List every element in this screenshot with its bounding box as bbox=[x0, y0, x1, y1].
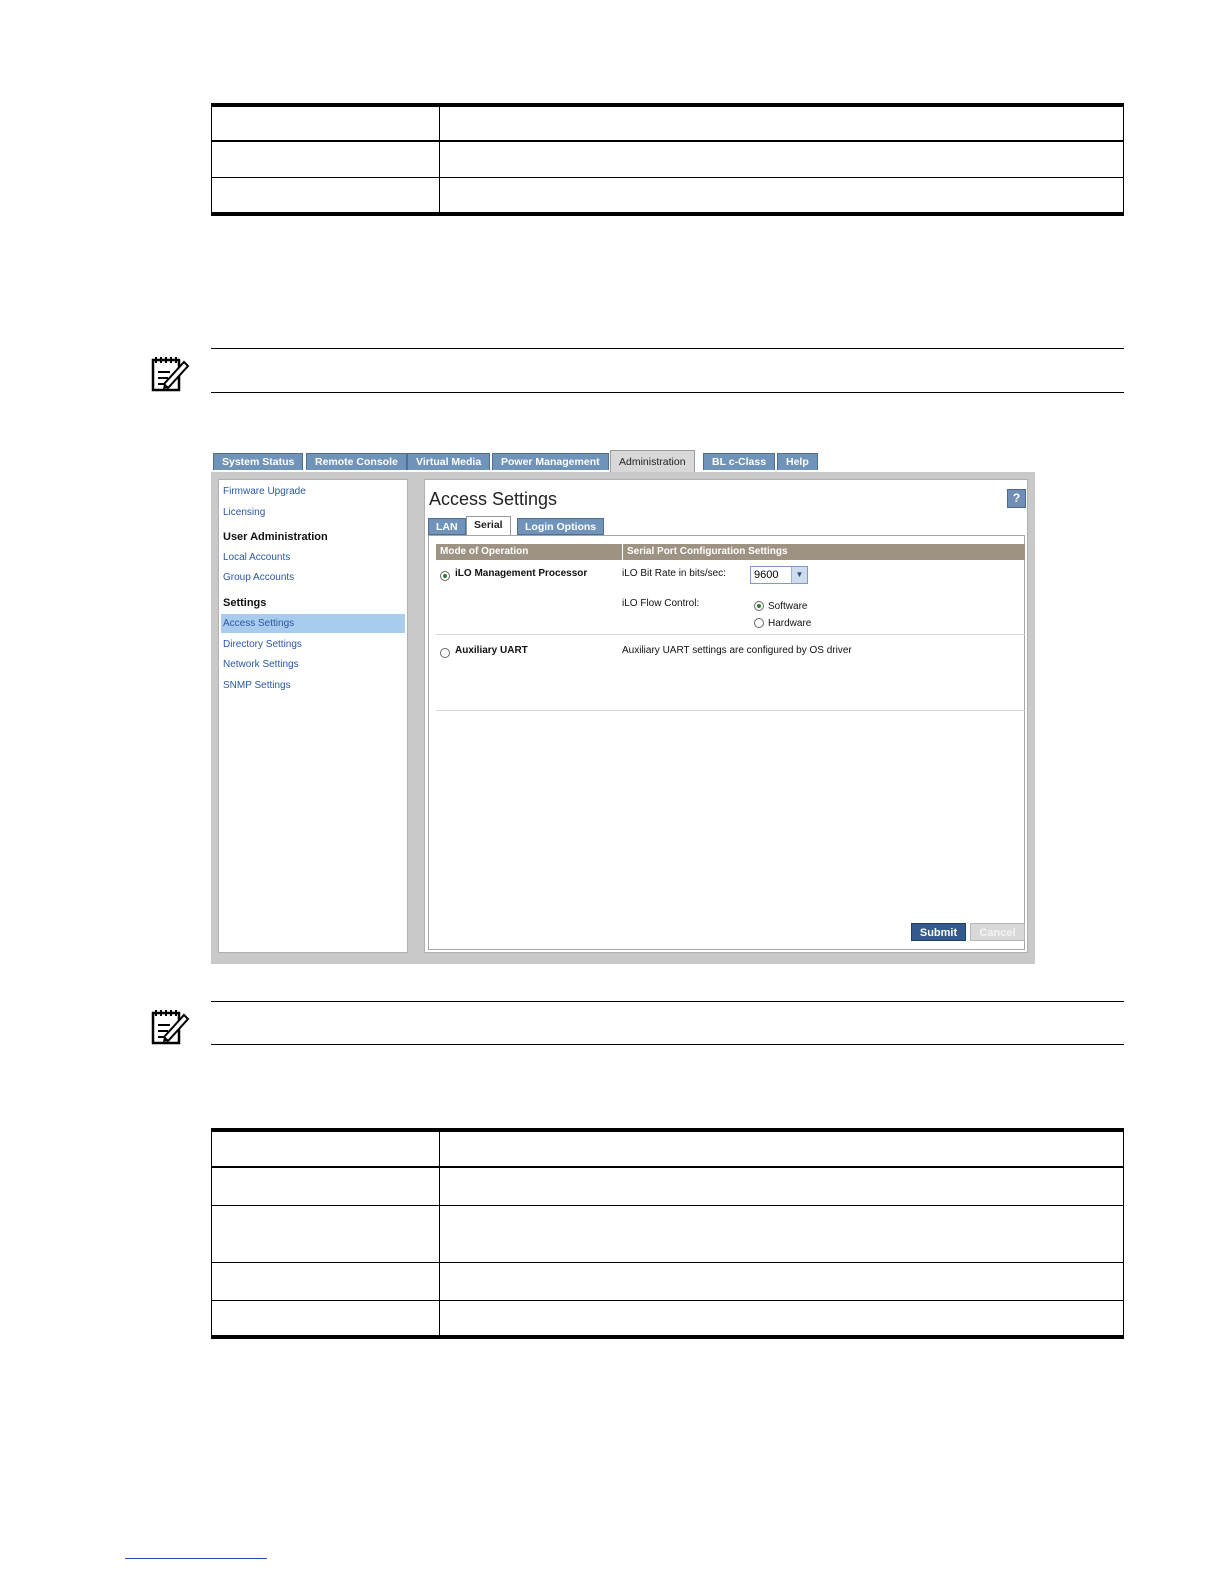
bottom-table bbox=[211, 1128, 1124, 1339]
nav-access-settings[interactable]: Access Settings bbox=[223, 618, 295, 629]
help-icon[interactable]: ? bbox=[1007, 489, 1026, 508]
page-title: Access Settings bbox=[429, 489, 558, 509]
flow-control-label: iLO Flow Control: bbox=[622, 598, 700, 609]
note-rule-bottom bbox=[211, 392, 1124, 393]
bit-rate-select[interactable] bbox=[750, 566, 808, 584]
tab-help[interactable]: Help bbox=[777, 453, 818, 470]
nav-directory-settings[interactable]: Directory Settings bbox=[223, 639, 302, 650]
submit-button[interactable]: Submit bbox=[911, 923, 966, 941]
nav-network-settings[interactable]: Network Settings bbox=[223, 659, 299, 670]
note-rule-top bbox=[211, 1001, 1124, 1002]
column-header-mode: Mode of Operation bbox=[436, 544, 622, 560]
subtab-login-options[interactable]: Login Options bbox=[517, 518, 604, 535]
aux-uart-note: Auxiliary UART settings are configured by OS driver bbox=[622, 645, 852, 656]
chevron-down-icon: ▼ bbox=[791, 567, 807, 583]
nav-licensing[interactable]: Licensing bbox=[223, 507, 266, 518]
ilo-screenshot bbox=[211, 450, 1035, 964]
column-header-config: Serial Port Configuration Settings bbox=[622, 544, 1025, 560]
tab-bl-c-class[interactable]: BL c-Class bbox=[703, 453, 775, 470]
flow-software-radio[interactable] bbox=[754, 601, 764, 611]
bit-rate-value: 9600 bbox=[754, 569, 779, 581]
nav-group-accounts[interactable]: Group Accounts bbox=[223, 572, 295, 583]
footer-link-underline[interactable] bbox=[125, 1558, 267, 1559]
note-rule-top bbox=[211, 348, 1124, 349]
subtab-serial[interactable]: Serial bbox=[466, 516, 511, 535]
flow-hardware-label: Hardware bbox=[768, 618, 812, 629]
tab-virtual-media[interactable]: Virtual Media bbox=[407, 453, 490, 470]
flow-hardware-radio[interactable] bbox=[754, 618, 764, 628]
subtab-lan[interactable]: LAN bbox=[428, 518, 466, 535]
note-rule-bottom bbox=[211, 1044, 1124, 1045]
nav-heading-user-administration: User Administration bbox=[223, 531, 328, 543]
ilo-mp-label: iLO Management Processor bbox=[455, 568, 588, 579]
note-icon bbox=[150, 1007, 190, 1047]
sidebar bbox=[218, 479, 408, 953]
flow-software-label: Software bbox=[768, 601, 808, 612]
ilo-mp-radio[interactable] bbox=[440, 571, 450, 581]
aux-uart-label: Auxiliary UART bbox=[455, 645, 528, 656]
top-table bbox=[211, 103, 1124, 216]
main-tab-bar bbox=[211, 450, 1035, 472]
aux-uart-radio[interactable] bbox=[440, 648, 450, 658]
nav-heading-settings: Settings bbox=[223, 597, 267, 609]
main-panel bbox=[424, 479, 1028, 953]
serial-settings-frame bbox=[428, 535, 1025, 950]
nav-local-accounts[interactable]: Local Accounts bbox=[223, 552, 291, 563]
tab-system-status[interactable]: System Status bbox=[213, 453, 303, 470]
nav-firmware-upgrade[interactable]: Firmware Upgrade bbox=[223, 486, 306, 497]
tab-remote-console[interactable]: Remote Console bbox=[306, 453, 407, 470]
section-divider bbox=[436, 710, 1025, 711]
nav-snmp-settings[interactable]: SNMP Settings bbox=[223, 680, 291, 691]
bit-rate-label: iLO Bit Rate in bits/sec: bbox=[622, 568, 726, 579]
row-divider bbox=[436, 634, 1025, 635]
tab-power-management[interactable]: Power Management bbox=[492, 453, 609, 470]
tab-administration[interactable]: Administration bbox=[610, 450, 695, 472]
note-icon bbox=[150, 354, 190, 394]
cancel-button[interactable]: Cancel bbox=[970, 923, 1025, 941]
